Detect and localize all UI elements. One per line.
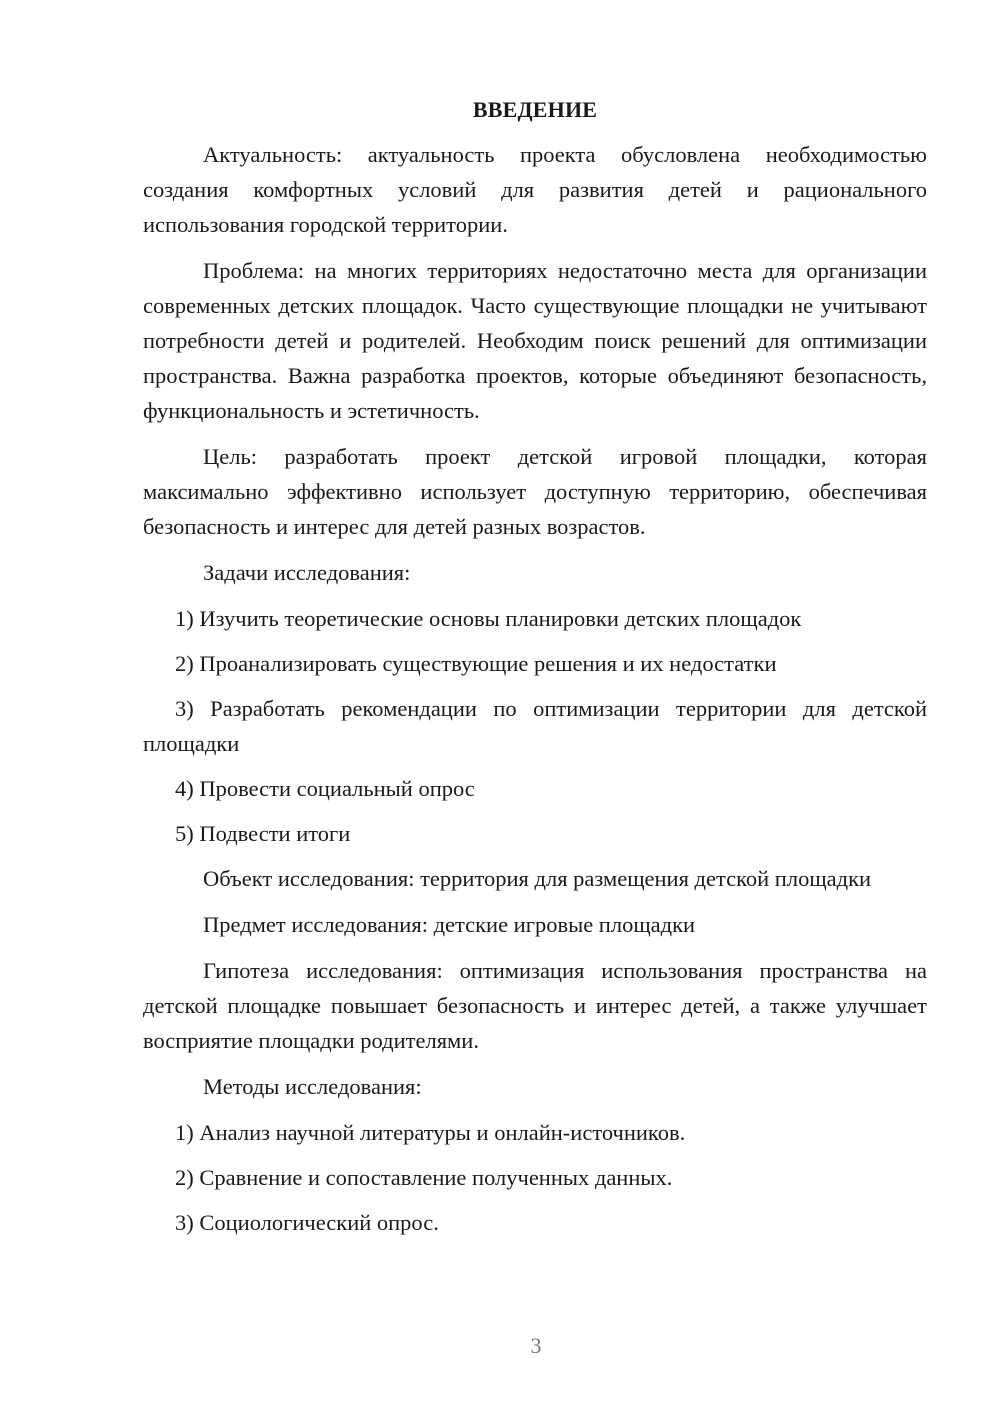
method-item-3: 3) Социологический опрос. (175, 1210, 439, 1235)
relevance-paragraph: Актуальность: актуальность проекта обусловлена необходимостью создания комфортных условий для развития детей и рационального использования городской территории. (143, 142, 927, 237)
task-item-5: 5) Подвести итоги (175, 821, 351, 846)
problem-paragraph: Проблема: на многих территориях недостаточно места для организации современных детских площадок. Часто существующие площадки не учитывают потребности детей и родителей. Необходим поиск решений для оптимизации пространства. Важна разработка проектов, которые объединяют безопасность, функциональность и эстетичность. (143, 258, 927, 423)
method-item-2: 2) Сравнение и сопоставление полученных данных. (175, 1165, 673, 1190)
task-item-2: 2) Проанализировать существующие решения и их недостатки (175, 651, 777, 676)
tasks-heading: Задачи исследования: (203, 560, 411, 585)
page-content (143, 92, 927, 1250)
task-item-4: 4) Провести социальный опрос (175, 776, 475, 801)
task-item-1: 1) Изучить теоретические основы планировки детских площадок (175, 606, 802, 631)
page-number: 3 (530, 1333, 542, 1358)
task-item-3: 3) Разработать рекомендации по оптимизации территории для детской площадки (143, 696, 927, 756)
goal-paragraph: Цель: разработать проект детской игровой площадки, которая максимально эффективно использует доступную территорию, обеспечивая безопасность и интерес для детей разных возрастов. (143, 444, 927, 539)
object-paragraph: Объект исследования: территория для размещения детской площадки (203, 866, 872, 891)
method-item-1: 1) Анализ научной литературы и онлайн-источников. (175, 1120, 686, 1145)
subject-paragraph: Предмет исследования: детские игровые площадки (203, 912, 696, 937)
methods-heading: Методы исследования: (203, 1074, 422, 1099)
hypothesis-paragraph: Гипотеза исследования: оптимизация использования пространства на детской площадке повышает безопасность и интерес детей, а также улучшает восприятие площадки родителями. (143, 958, 927, 1053)
page-title: ВВЕДЕНИЕ (472, 97, 598, 122)
